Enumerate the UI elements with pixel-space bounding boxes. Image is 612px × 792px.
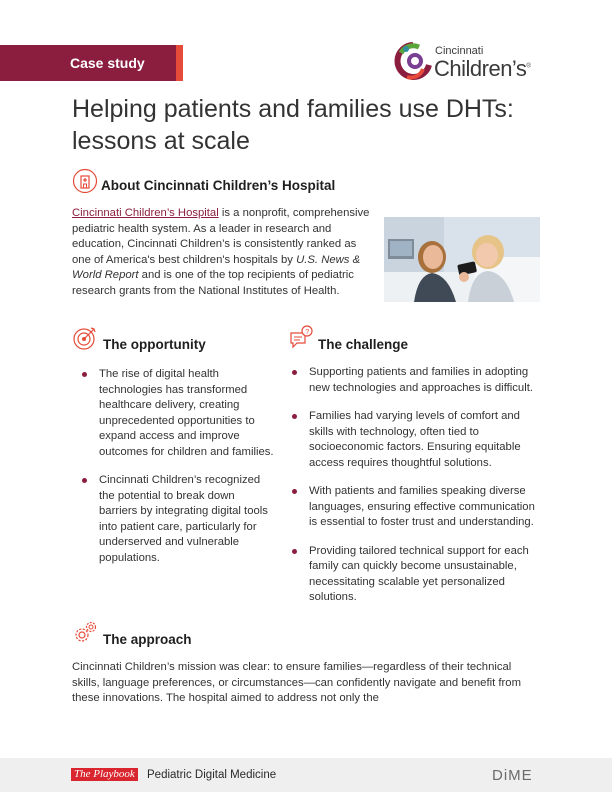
opportunity-list — [79, 367, 275, 579]
banner-accent-stripe — [176, 45, 183, 81]
list-item: Cincinnati Children’s recognized the potential to break down barriers by integrating digital tools into patient care, particularly for underserved and vulnerable populations. — [79, 473, 275, 566]
page-title — [72, 93, 552, 157]
bullet — [292, 489, 297, 494]
list-item: With patients and families speaking diverse languages, ensuring effective communication is essential to foster trust and understanding. — [289, 484, 545, 531]
bullet — [82, 478, 87, 483]
opportunity-heading: The opportunity — [103, 337, 206, 352]
logo-mark-icon — [393, 39, 433, 83]
dime-logo: DiME — [492, 767, 533, 784]
challenge-list — [289, 365, 545, 619]
footer-subtitle: Pediatric Digital Medicine — [147, 769, 277, 781]
about-paragraph: Cincinnati Children’s Hospital is a nonprofit, comprehensive pediatric health system. As a leader in research and education, Cincinnati Children’s is consistently ranked as one of America's best children's hospitals by U.S. News & World Report and is one of the top recipients of pediatric research grants from the National Institutes of Health. — [72, 207, 370, 297]
gears-icon — [72, 620, 98, 646]
about-heading: About Cincinnati Children’s Hospital — [101, 178, 336, 193]
bullet — [292, 370, 297, 375]
mother-daughter-photo — [384, 217, 540, 302]
bullet — [292, 414, 297, 419]
target-icon — [72, 325, 98, 351]
title-line-1: Helping patients and families use DHTs: — [72, 95, 514, 123]
challenge-heading: The challenge — [318, 337, 409, 352]
bullet — [292, 549, 297, 554]
hospital-icon — [72, 168, 98, 194]
registered-mark: ® — [526, 63, 531, 70]
cincinnati-childrens-logo — [393, 39, 531, 83]
banner-label: Case study — [70, 55, 145, 71]
cincinnati-childrens-link[interactable]: Cincinnati Children’s Hospital — [72, 207, 219, 219]
case-study-banner — [0, 45, 183, 81]
bullet — [82, 372, 87, 377]
logo-text-childrens: Children’s® — [434, 56, 531, 81]
list-item: Families had varying levels of comfort and skills with technology, often tied to socioeconomic factors. Ensuring equitable access requires thoughtful solutions. — [289, 409, 545, 471]
svg-text:?: ? — [305, 328, 310, 336]
title-line-2: lessons at scale — [72, 127, 250, 155]
approach-heading: The approach — [103, 632, 192, 647]
playbook-badge: The Playbook — [71, 768, 138, 781]
question-chat-icon — [288, 325, 314, 351]
footer — [0, 758, 612, 792]
list-item: Supporting patients and families in adopting new technologies and approaches is difficult. — [289, 365, 545, 396]
list-item: Providing tailored technical support for each family can quickly become unsustainable, necessitating scalable yet personalized solutions. — [289, 544, 545, 606]
logo-text-cincinnati: Cincinnati — [435, 45, 484, 57]
list-item: The rise of digital health technologies has transformed healthcare delivery, creating unprecedented opportunities to expand access and improve outcomes for children and families. — [79, 367, 275, 460]
approach-paragraph: Cincinnati Children’s mission was clear: to ensure families—regardless of their technical skills, language preferences, or circumstances—can confidently navigate and benefit from these innovations. The hospital aimed to address not only the — [72, 661, 521, 705]
